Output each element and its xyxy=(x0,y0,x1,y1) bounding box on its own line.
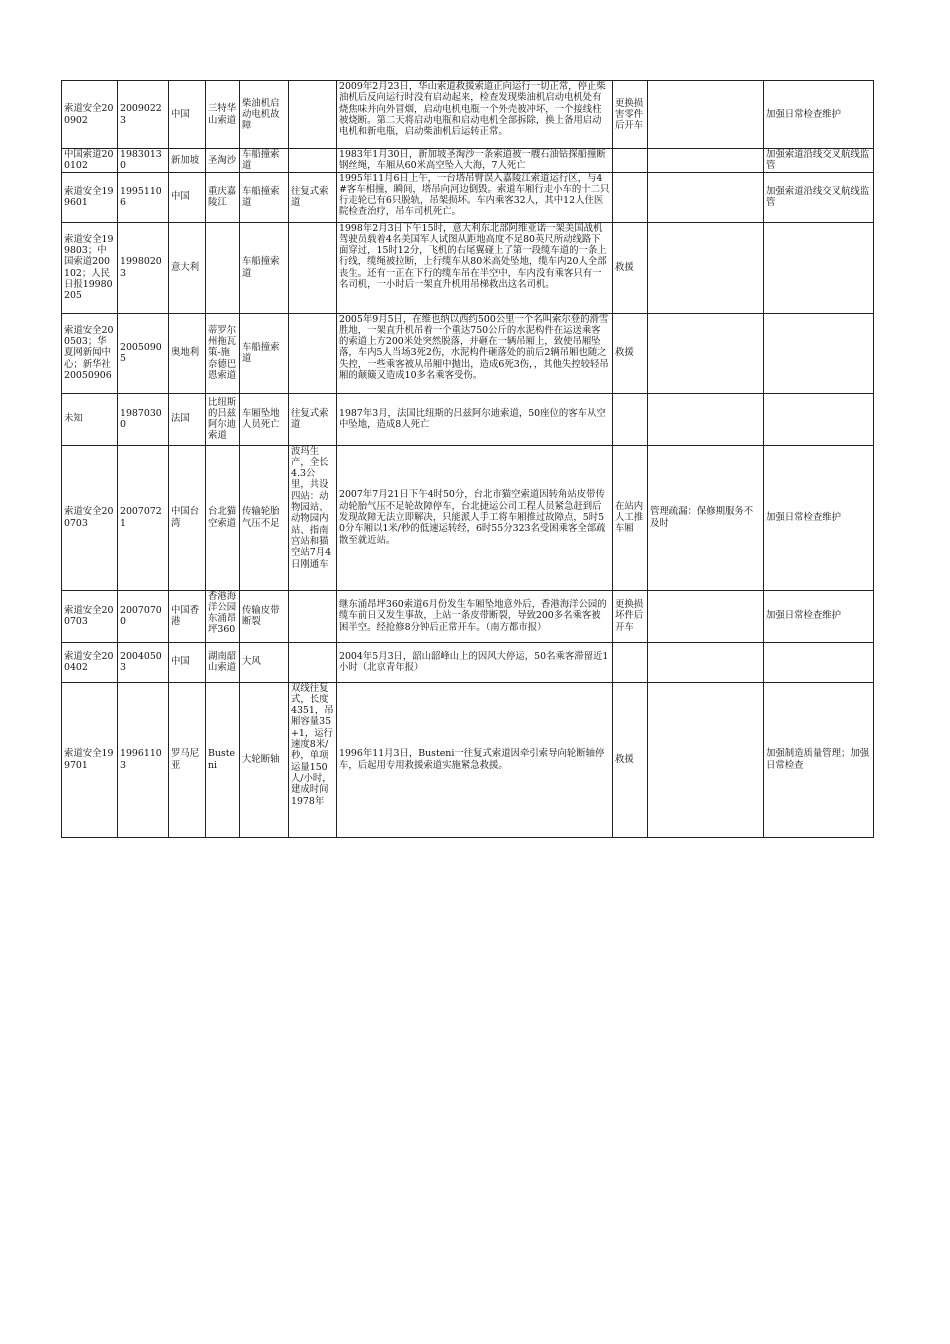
cell-place: 香港海洋公园东涌昂坪360 xyxy=(206,590,240,642)
cell-type xyxy=(289,313,337,393)
cell-measure: 更换损坏件后开车 xyxy=(613,590,648,642)
cell-analysis xyxy=(648,149,764,173)
cell-description: 2007年7月21日下午4时50分，台北市猫空索道因转角站皮带传动轮胎气压不足轮故障停车，台北捷运公司工程人员紧急赶到后发现故障无法立即解决，只能派人手工将车厢推过故障点，5时50分车厢以1米/秒的低速运转经，6时55分323名受困乘客全部疏散至就近站。 xyxy=(337,445,613,590)
cell-country: 中国 xyxy=(169,172,206,222)
cell-measure xyxy=(613,393,648,445)
cell-country: 奥地利 xyxy=(169,313,206,393)
cell-type: 往复式索道 xyxy=(289,172,337,222)
description-text: 2005年9月5日，在维也纳以西约500公里一个名叫索尔登的滑雪胜地，一架直升机吊着一个重达750公斤的水泥构件在运送乘客的索道上方200米处突然脱落，并砸在一辆吊厢上，致使吊厢坠落，车内5人当场3死2伤，水泥构件砸落处的前后2辆吊厢也随之失控，一些乘客被从吊厢中抛出，造成6死3伤，，其他失控较轻吊厢的颠簸又造成10多名乘客受伤。 xyxy=(339,313,609,382)
cell-source-id: 中国索道200102 xyxy=(62,149,118,173)
cell-date: 19951106 xyxy=(118,172,169,222)
cell-place: 台北猫空索道 xyxy=(206,445,240,590)
cell-measure xyxy=(613,642,648,682)
cell-analysis xyxy=(648,393,764,445)
cell-source-id: 索道安全200402 xyxy=(62,642,118,682)
cell-country: 新加坡 xyxy=(169,149,206,173)
cell-source-id: 索道安全200703 xyxy=(62,445,118,590)
cell-place: 蒂罗尔州拖瓦策-施奈德巴恩索道 xyxy=(206,313,240,393)
cell-advice: 加强日常检查维护 xyxy=(764,590,874,642)
cell-analysis xyxy=(648,682,764,837)
cell-place: Busteni xyxy=(206,682,240,837)
cell-source-id: 索道安全200703 xyxy=(62,590,118,642)
accident-table-sheet xyxy=(61,80,873,838)
cell-type: 往复式索道 xyxy=(289,393,337,445)
cell-advice: 加强索道沿线交叉航线监管 xyxy=(764,172,874,222)
cell-analysis xyxy=(648,81,764,149)
table-row xyxy=(62,642,874,682)
cell-description xyxy=(337,313,613,393)
cell-place: 重庆嘉陵江 xyxy=(206,172,240,222)
cell-cause: 大风 xyxy=(240,642,289,682)
cell-place xyxy=(206,222,240,313)
cell-analysis xyxy=(648,590,764,642)
cell-country: 中国台湾 xyxy=(169,445,206,590)
cell-country: 中国 xyxy=(169,81,206,149)
cell-type: 双线往复式，长度4351，吊厢容量35+1，运行速度8米/秒，单项运量150人/小时，建成时间1978年 xyxy=(289,682,337,837)
cell-place: 三特华山索道 xyxy=(206,81,240,149)
cell-cause: 传输皮带断裂 xyxy=(240,590,289,642)
cell-date: 20070700 xyxy=(118,590,169,642)
cell-cause: 车船撞索道 xyxy=(240,222,289,313)
cell-country: 法国 xyxy=(169,393,206,445)
cell-source-id: 索道安全200902 xyxy=(62,81,118,149)
cell-measure xyxy=(613,172,648,222)
cell-date: 19870300 xyxy=(118,393,169,445)
cell-advice xyxy=(764,222,874,313)
cell-type xyxy=(289,642,337,682)
cell-type xyxy=(289,590,337,642)
cell-country: 中国 xyxy=(169,642,206,682)
cell-measure: 救援 xyxy=(613,222,648,313)
cell-date: 20070721 xyxy=(118,445,169,590)
table-row xyxy=(62,172,874,222)
cell-country: 罗马尼亚 xyxy=(169,682,206,837)
cell-advice xyxy=(764,642,874,682)
description-text: 2009年2月23日，华山索道救援索道正向运行一切正常，停止柴油机后反向运行时没有启动起来，检查发现柴油机启动电机处有烧焦味并向外冒烟，启动电机电瓶一个外壳被冲坏，一个接线柱被烧断。第二天将启动电瓶和启动电机全部拆除，换上备用启动电机和新电瓶，启动柴油机后运转正常。 xyxy=(339,81,606,138)
table-row xyxy=(62,393,874,445)
cell-description: 1987年3月，法国比纽斯的吕兹阿尔迪索道，50座位的客车从空中坠地，造成8人死亡 xyxy=(337,393,613,445)
description-text: 1983年1月30日，新加坡圣淘沙一条索道被一艘石油钻探船撞断钢丝绳，车厢从60米高空坠入大海，7人死亡 xyxy=(339,149,606,171)
cell-cause: 车船撞索道 xyxy=(240,313,289,393)
cell-date: 19980203 xyxy=(118,222,169,313)
table-row xyxy=(62,81,874,149)
cell-advice xyxy=(764,393,874,445)
cell-place: 比纽斯的吕兹阿尔迪索道 xyxy=(206,393,240,445)
cell-date: 20050905 xyxy=(118,313,169,393)
description-text: 1998年2月3日下午15时，意大利东北部阿维亚诺一架美国战机驾驶员载着4名美国军人试图从距地高度不足80英尺所动线路下面穿过，15时12分，飞机的右尾翼碰上了第一段缆车道的一条上行线，缆绳被拉断，上行缆车从80米高处坠地，缆车内20人全部丧生。还有一正在下行的缆车吊在半空中，车内没有乘客只有一名司机，一小时后一架直升机用吊梯救出这名司机。 xyxy=(339,222,607,291)
table-row xyxy=(62,222,874,313)
cell-place: 圣淘沙 xyxy=(206,149,240,173)
cell-description xyxy=(337,149,613,173)
cell-source-id: 索道安全199803；中国索道200102；人民日报19980205 xyxy=(62,222,118,313)
cell-date: 19830130 xyxy=(118,149,169,173)
cell-cause: 车船撞索道 xyxy=(240,172,289,222)
cell-advice: 加强索道沿线交叉航线监管 xyxy=(764,149,874,173)
cell-analysis xyxy=(648,172,764,222)
cell-analysis: 管理疏漏：保修期服务不及时 xyxy=(648,445,764,590)
cell-date: 19961103 xyxy=(118,682,169,837)
table-row xyxy=(62,313,874,393)
cell-analysis xyxy=(648,222,764,313)
cell-source-id: 索道安全199601 xyxy=(62,172,118,222)
cell-analysis xyxy=(648,642,764,682)
cell-type xyxy=(289,81,337,149)
table-row xyxy=(62,149,874,173)
cell-advice: 加强日常检查维护 xyxy=(764,81,874,149)
cell-cause: 车厢坠地人员死亡 xyxy=(240,393,289,445)
cell-place: 湖南韶山索道 xyxy=(206,642,240,682)
cell-date: 20040503 xyxy=(118,642,169,682)
cell-cause: 车船撞索道 xyxy=(240,149,289,173)
cell-description: 1996年11月3日，Busteni一往复式索道因牵引索导向轮断轴停车，后起用专用救援索道实施紧急救援。 xyxy=(337,682,613,837)
cell-country: 中国香港 xyxy=(169,590,206,642)
cell-cause: 柴油机启动电机故障 xyxy=(240,81,289,149)
cell-type: 波玛生产，全长4.3公里，共设四站：动物园站、动物园内站、指南宫站和猫空站7月4日刚通车 xyxy=(289,445,337,590)
cell-analysis xyxy=(648,313,764,393)
cell-description xyxy=(337,222,613,313)
cell-country: 意大利 xyxy=(169,222,206,313)
cell-description xyxy=(337,81,613,149)
cell-description xyxy=(337,172,613,222)
table-row xyxy=(62,682,874,837)
cell-measure: 救援 xyxy=(613,313,648,393)
cell-source-id: 索道安全199701 xyxy=(62,682,118,837)
cell-cause: 大轮断轴 xyxy=(240,682,289,837)
cell-advice: 加强制造质量管理；加强日常检查 xyxy=(764,682,874,837)
cell-advice: 加强日常检查维护 xyxy=(764,445,874,590)
cell-measure: 更换损害零件后开车 xyxy=(613,81,648,149)
cell-advice xyxy=(764,313,874,393)
cell-type xyxy=(289,149,337,173)
cell-date: 20090223 xyxy=(118,81,169,149)
cell-type xyxy=(289,222,337,313)
table-row xyxy=(62,445,874,590)
cell-description: 继东涌昂坪360索道6月份发生车厢坠地意外后，香港海洋公园的缆车前日又发生事故，上站一条皮带断裂，导致200多名乘客被困半空。经抢修8分钟后正常开车。（南方都市报） xyxy=(337,590,613,642)
cell-measure: 救援 xyxy=(613,682,648,837)
accident-table xyxy=(61,80,874,838)
cell-measure xyxy=(613,149,648,173)
cell-measure: 在站内人工推车厢 xyxy=(613,445,648,590)
table-row xyxy=(62,590,874,642)
cell-cause: 传输轮胎气压不足 xyxy=(240,445,289,590)
cell-source-id: 未知 xyxy=(62,393,118,445)
description-text: 1995年11月6日上午，一台塔吊臂误入嘉陵江索道运行区，与4#客车相撞，瞬间，塔吊向河边倒毁。索道车厢行走小车的十二只行走轮已有6只脱轨，吊架损坏。车内乘客32人，其中12人住医院检查治疗，吊车司机死亡。 xyxy=(339,172,610,218)
cell-source-id: 索道安全200503；华夏网新闻中心；新华社20050906 xyxy=(62,313,118,393)
cell-description: 2004年5月3日，韶山韶峰山上的因风大停运，50名乘客滞留近1小时（北京青年报） xyxy=(337,642,613,682)
